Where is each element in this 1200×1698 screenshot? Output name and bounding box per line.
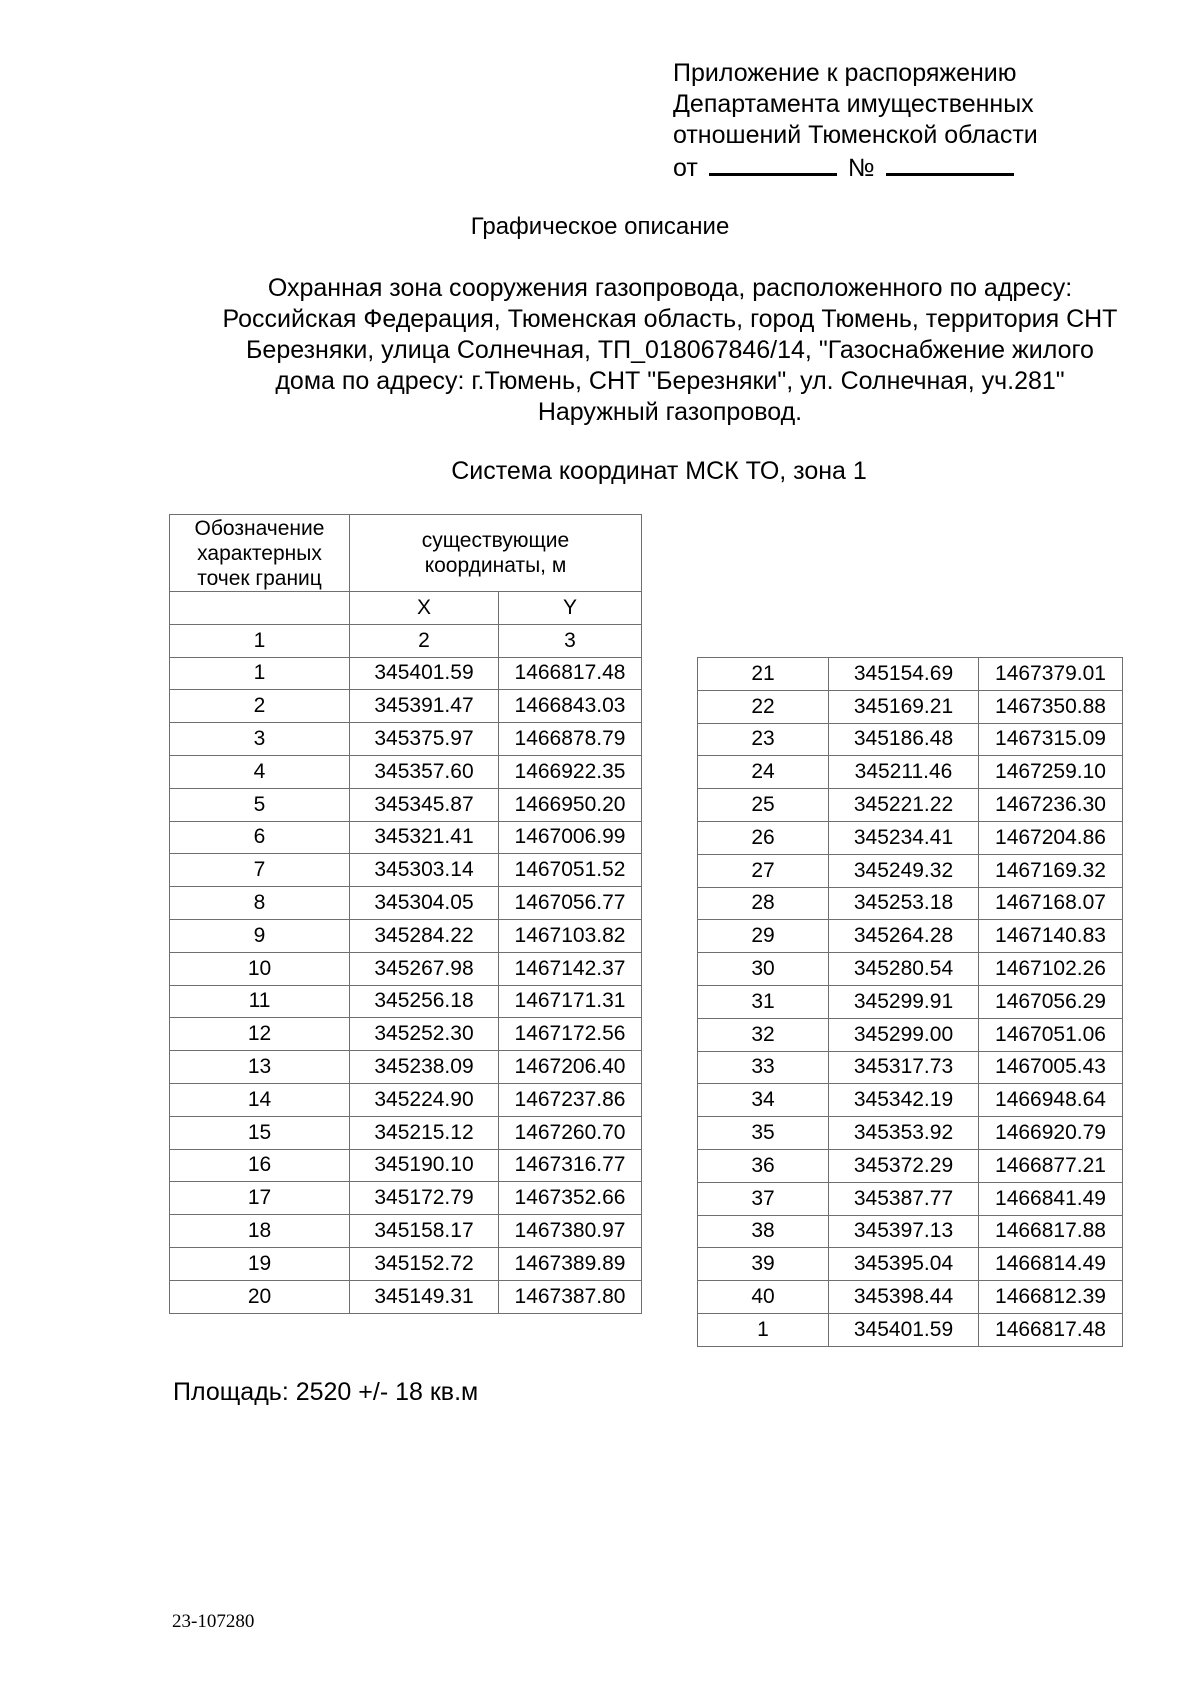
x-coordinate-cell: 345234.41 xyxy=(829,821,979,854)
table-row xyxy=(170,1051,642,1084)
x-coordinate-cell: 345303.14 xyxy=(350,854,499,887)
y-coordinate-cell: 1466920.79 xyxy=(979,1117,1123,1150)
appendix-line: отношений Тюменской области xyxy=(673,121,1038,149)
table-row xyxy=(698,1018,1123,1051)
y-coordinate-cell: 1467006.99 xyxy=(499,821,642,854)
column-number: 2 xyxy=(350,624,499,657)
point-number-cell: 12 xyxy=(170,1018,350,1051)
table-row xyxy=(170,985,642,1018)
x-coordinate-cell: 345172.79 xyxy=(350,1182,499,1215)
table-row xyxy=(698,985,1123,1018)
appendix-date-number-line xyxy=(673,151,1038,184)
x-coordinate-cell: 345169.21 xyxy=(829,690,979,723)
y-coordinate-cell: 1466841.49 xyxy=(979,1182,1123,1215)
point-number-cell: 25 xyxy=(698,789,829,822)
x-coordinate-cell: 345252.30 xyxy=(350,1018,499,1051)
point-number-cell: 9 xyxy=(170,919,350,952)
point-number-cell: 33 xyxy=(698,1051,829,1084)
point-number-cell: 34 xyxy=(698,1084,829,1117)
y-coordinate-cell: 1467171.31 xyxy=(499,985,642,1018)
x-coordinate-cell: 345398.44 xyxy=(829,1281,979,1314)
x-coordinate-cell: 345190.10 xyxy=(350,1149,499,1182)
x-coordinate-cell: 345317.73 xyxy=(829,1051,979,1084)
point-number-cell: 21 xyxy=(698,658,829,691)
point-number-cell: 13 xyxy=(170,1051,350,1084)
table-row xyxy=(170,1018,642,1051)
column-number: 1 xyxy=(170,624,350,657)
subject-line: дома по адресу: г.Тюмень, СНТ "Березняки", ул. Солнечная, уч.281" xyxy=(275,367,1065,395)
y-coordinate-cell: 1467259.10 xyxy=(979,756,1123,789)
point-number-cell: 5 xyxy=(170,788,350,821)
y-coordinate-cell: 1466950.20 xyxy=(499,788,642,821)
point-number-cell: 28 xyxy=(698,887,829,920)
y-coordinate-cell: 1467260.70 xyxy=(499,1116,642,1149)
subject-line: Березняки, улица Солнечная, ТП_018067846/14, "Газоснабжение жилого xyxy=(246,336,1094,364)
point-number-cell: 11 xyxy=(170,985,350,1018)
appendix-header xyxy=(673,58,1038,184)
y-coordinate-cell: 1467350.88 xyxy=(979,690,1123,723)
table-row xyxy=(698,1182,1123,1215)
subject-line: Российская Федерация, Тюменская область, город Тюмень, территория СНТ xyxy=(222,305,1118,333)
y-coordinate-cell: 1467056.77 xyxy=(499,887,642,920)
point-number-cell: 2 xyxy=(170,690,350,723)
point-number-cell: 1 xyxy=(698,1313,829,1346)
table-row xyxy=(698,953,1123,986)
table-row xyxy=(698,723,1123,756)
number-label: № xyxy=(847,154,875,182)
header-text: точек границ xyxy=(197,566,322,590)
y-coordinate-cell: 1467051.52 xyxy=(499,854,642,887)
subject-description xyxy=(170,273,1170,428)
table-row xyxy=(698,1248,1123,1281)
table-row xyxy=(170,1247,642,1280)
table-row xyxy=(170,1116,642,1149)
coordinates-table-left xyxy=(169,514,642,1314)
empty-header-cell xyxy=(170,592,350,625)
x-coordinate-cell: 345154.69 xyxy=(829,658,979,691)
point-number-cell: 17 xyxy=(170,1182,350,1215)
x-coordinate-cell: 345267.98 xyxy=(350,952,499,985)
coordinates-table-right xyxy=(697,657,1123,1347)
y-coordinate-cell: 1467380.97 xyxy=(499,1215,642,1248)
x-coordinate-cell: 345353.92 xyxy=(829,1117,979,1150)
document-title: Графическое описание xyxy=(470,213,730,240)
x-coordinate-cell: 345395.04 xyxy=(829,1248,979,1281)
point-number-cell: 24 xyxy=(698,756,829,789)
x-coordinate-cell: 345152.72 xyxy=(350,1247,499,1280)
table-row xyxy=(170,1083,642,1116)
y-coordinate-cell: 1467056.29 xyxy=(979,985,1123,1018)
y-coordinate-cell: 1466817.88 xyxy=(979,1215,1123,1248)
point-number-cell: 40 xyxy=(698,1281,829,1314)
x-coordinate-cell: 345253.18 xyxy=(829,887,979,920)
x-coordinate-cell: 345224.90 xyxy=(350,1083,499,1116)
y-coordinate-cell: 1466843.03 xyxy=(499,690,642,723)
x-coordinate-cell: 345299.91 xyxy=(829,985,979,1018)
y-coordinate-cell: 1466817.48 xyxy=(499,657,642,690)
point-number-cell: 31 xyxy=(698,985,829,1018)
y-coordinate-cell: 1467102.26 xyxy=(979,953,1123,986)
table-row xyxy=(698,658,1123,691)
x-coordinate-cell: 345387.77 xyxy=(829,1182,979,1215)
y-coordinate-cell: 1467352.66 xyxy=(499,1182,642,1215)
table-row xyxy=(170,887,642,920)
column-number: 3 xyxy=(499,624,642,657)
y-coordinate-cell: 1467237.86 xyxy=(499,1083,642,1116)
x-coordinate-cell: 345401.59 xyxy=(829,1313,979,1346)
x-coordinate-cell: 345186.48 xyxy=(829,723,979,756)
from-label: от xyxy=(673,154,698,182)
table-row xyxy=(170,657,642,690)
table-row xyxy=(698,1084,1123,1117)
table-row xyxy=(698,1149,1123,1182)
table-row xyxy=(170,1149,642,1182)
x-coordinate-cell: 345299.00 xyxy=(829,1018,979,1051)
table-row xyxy=(698,854,1123,887)
y-coordinate-cell: 1466817.48 xyxy=(979,1313,1123,1346)
document-number: 23-107280 xyxy=(172,1611,255,1632)
point-number-cell: 16 xyxy=(170,1149,350,1182)
x-coordinate-cell: 345158.17 xyxy=(350,1215,499,1248)
header-text: Обозначение xyxy=(194,516,325,540)
table-row xyxy=(698,920,1123,953)
x-coordinate-cell: 345397.13 xyxy=(829,1215,979,1248)
header-text: координаты, м xyxy=(424,554,567,577)
y-coordinate-cell: 1467140.83 xyxy=(979,920,1123,953)
table-row xyxy=(698,1281,1123,1314)
x-coordinate-cell: 345264.28 xyxy=(829,920,979,953)
point-number-cell: 35 xyxy=(698,1117,829,1150)
table-row xyxy=(698,1117,1123,1150)
y-coordinate-cell: 1467142.37 xyxy=(499,952,642,985)
point-number-cell: 30 xyxy=(698,953,829,986)
point-number-cell: 32 xyxy=(698,1018,829,1051)
point-number-cell: 10 xyxy=(170,952,350,985)
y-coordinate-cell: 1467103.82 xyxy=(499,919,642,952)
point-number-cell: 36 xyxy=(698,1149,829,1182)
table-row xyxy=(170,919,642,952)
point-number-cell: 27 xyxy=(698,854,829,887)
x-coordinate-cell: 345375.97 xyxy=(350,723,499,756)
table-row xyxy=(170,1182,642,1215)
header-coords-cell xyxy=(350,515,642,592)
date-blank xyxy=(709,151,837,176)
x-coordinate-cell: 345401.59 xyxy=(350,657,499,690)
header-text: существующие xyxy=(421,529,570,552)
x-coordinate-cell: 345284.22 xyxy=(350,919,499,952)
table-row xyxy=(698,887,1123,920)
point-number-cell: 26 xyxy=(698,821,829,854)
col-x-header: X xyxy=(350,592,499,625)
y-coordinate-cell: 1467172.56 xyxy=(499,1018,642,1051)
table-row xyxy=(170,854,642,887)
x-coordinate-cell: 345280.54 xyxy=(829,953,979,986)
table-row xyxy=(698,756,1123,789)
number-blank xyxy=(886,151,1014,176)
x-coordinate-cell: 345342.19 xyxy=(829,1084,979,1117)
y-coordinate-cell: 1467316.77 xyxy=(499,1149,642,1182)
x-coordinate-cell: 345357.60 xyxy=(350,755,499,788)
table-row xyxy=(170,1280,642,1313)
x-coordinate-cell: 345256.18 xyxy=(350,985,499,1018)
table-row xyxy=(698,821,1123,854)
point-number-cell: 1 xyxy=(170,657,350,690)
point-number-cell: 7 xyxy=(170,854,350,887)
table-row xyxy=(170,690,642,723)
y-coordinate-cell: 1466877.21 xyxy=(979,1149,1123,1182)
x-coordinate-cell: 345304.05 xyxy=(350,887,499,920)
x-coordinate-cell: 345345.87 xyxy=(350,788,499,821)
table-row xyxy=(170,1215,642,1248)
header-point-cell xyxy=(170,515,350,592)
y-coordinate-cell: 1467168.07 xyxy=(979,887,1123,920)
appendix-line: Департамента имущественных xyxy=(673,90,1034,118)
point-number-cell: 22 xyxy=(698,690,829,723)
point-number-cell: 23 xyxy=(698,723,829,756)
y-coordinate-cell: 1467169.32 xyxy=(979,854,1123,887)
y-coordinate-cell: 1467315.09 xyxy=(979,723,1123,756)
y-coordinate-cell: 1466878.79 xyxy=(499,723,642,756)
point-number-cell: 4 xyxy=(170,755,350,788)
point-number-cell: 8 xyxy=(170,887,350,920)
subject-line: Наружный газопровод. xyxy=(537,398,803,426)
point-number-cell: 29 xyxy=(698,920,829,953)
y-coordinate-cell: 1467051.06 xyxy=(979,1018,1123,1051)
table-row xyxy=(170,952,642,985)
point-number-cell: 15 xyxy=(170,1116,350,1149)
x-coordinate-cell: 345221.22 xyxy=(829,789,979,822)
table-row xyxy=(170,723,642,756)
table-row xyxy=(698,1215,1123,1248)
y-coordinate-cell: 1467379.01 xyxy=(979,658,1123,691)
table-row xyxy=(170,821,642,854)
coordinate-system-label: Система координат МСК ТО, зона 1 xyxy=(451,457,867,485)
y-coordinate-cell: 1466814.49 xyxy=(979,1248,1123,1281)
point-number-cell: 39 xyxy=(698,1248,829,1281)
table-row xyxy=(698,690,1123,723)
x-coordinate-cell: 345391.47 xyxy=(350,690,499,723)
appendix-line: Приложение к распоряжению xyxy=(673,59,1017,87)
table-row xyxy=(698,789,1123,822)
col-y-header: Y xyxy=(499,592,642,625)
x-coordinate-cell: 345372.29 xyxy=(829,1149,979,1182)
y-coordinate-cell: 1467206.40 xyxy=(499,1051,642,1084)
y-coordinate-cell: 1467387.80 xyxy=(499,1280,642,1313)
point-number-cell: 20 xyxy=(170,1280,350,1313)
y-coordinate-cell: 1467236.30 xyxy=(979,789,1123,822)
table-row xyxy=(170,755,642,788)
x-coordinate-cell: 345215.12 xyxy=(350,1116,499,1149)
point-number-cell: 18 xyxy=(170,1215,350,1248)
y-coordinate-cell: 1466948.64 xyxy=(979,1084,1123,1117)
table-row xyxy=(698,1313,1123,1346)
point-number-cell: 14 xyxy=(170,1083,350,1116)
x-coordinate-cell: 345211.46 xyxy=(829,756,979,789)
point-number-cell: 19 xyxy=(170,1247,350,1280)
x-coordinate-cell: 345321.41 xyxy=(350,821,499,854)
table-row xyxy=(698,1051,1123,1084)
header-text: характерных xyxy=(197,541,322,565)
y-coordinate-cell: 1467005.43 xyxy=(979,1051,1123,1084)
x-coordinate-cell: 345238.09 xyxy=(350,1051,499,1084)
y-coordinate-cell: 1467204.86 xyxy=(979,821,1123,854)
y-coordinate-cell: 1467389.89 xyxy=(499,1247,642,1280)
table-row xyxy=(170,788,642,821)
point-number-cell: 37 xyxy=(698,1182,829,1215)
x-coordinate-cell: 345149.31 xyxy=(350,1280,499,1313)
y-coordinate-cell: 1466922.35 xyxy=(499,755,642,788)
point-number-cell: 6 xyxy=(170,821,350,854)
point-number-cell: 38 xyxy=(698,1215,829,1248)
area-label: Площадь: 2520 +/- 18 кв.м xyxy=(173,1378,479,1406)
subject-line: Охранная зона сооружения газопровода, расположенного по адресу: xyxy=(267,274,1073,302)
point-number-cell: 3 xyxy=(170,723,350,756)
y-coordinate-cell: 1466812.39 xyxy=(979,1281,1123,1314)
x-coordinate-cell: 345249.32 xyxy=(829,854,979,887)
